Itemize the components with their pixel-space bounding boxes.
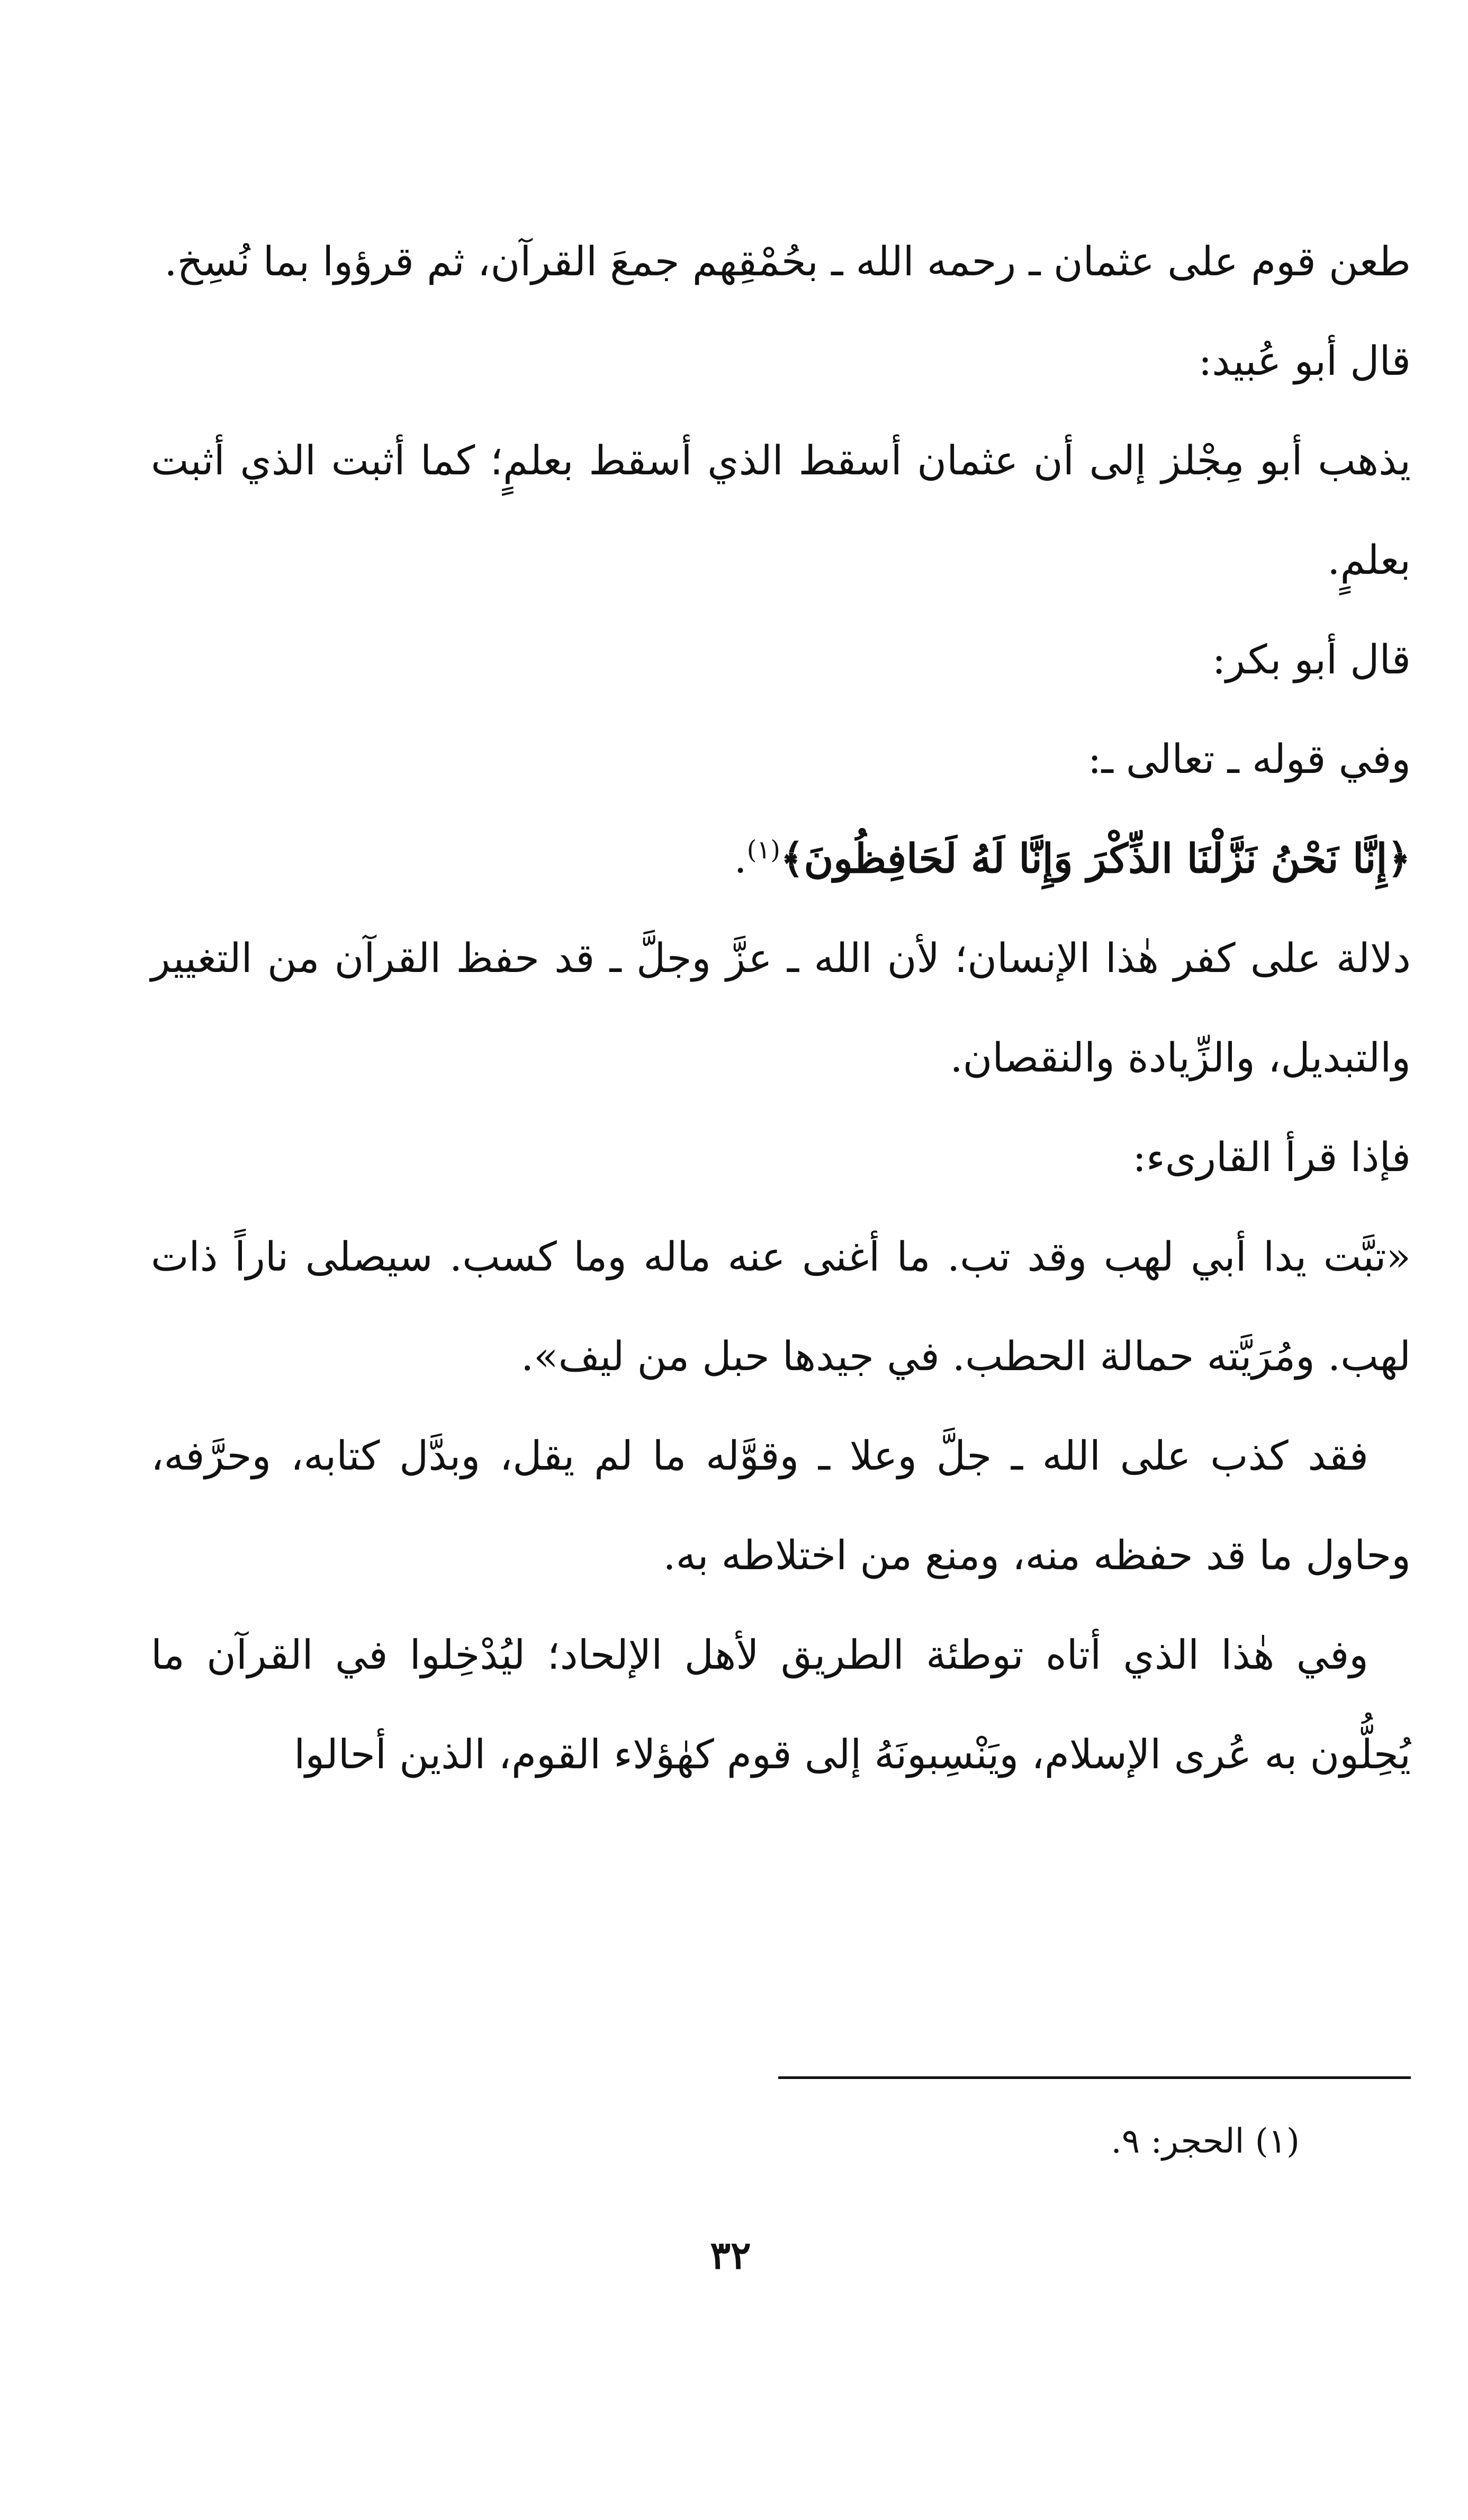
quran-verse-text: ﴿إِنَّا نَحْنُ نَزَّلْنَا الذِّكْرَ وَإِنَّا لَهُ لَحَافِظُونَ﴾: [780, 835, 1411, 882]
paragraph-9-quote: «تبَّت يدا أبي لهب وقد تب. ما أغنى عنه ماله وما كسب. سيصلى ناراً ذات لهب. ومُرَيَّته حمالة الحطب. في جيدها حبل من ليف».: [151, 1233, 1411, 1380]
paragraph-4-heading: قال أبو بكر:: [1212, 636, 1411, 683]
paragraph-8: فإذا قرأ القارىء:: [1132, 1133, 1411, 1181]
paragraph-5: وفي قوله ـ تعالى ـ:: [1087, 735, 1411, 782]
footnote: (١) الحجر: ٩.: [1111, 2122, 1300, 2161]
footnote-reference: (١): [746, 835, 780, 865]
paragraph-10: فقد كذب على الله ـ جلَّ وعلا ـ وقوَّله ما لم يقل، وبدَّل كتابه، وحرَّفه، وحاول ما قد حفظه منه، ومنع من اختلاطه به.: [151, 1432, 1411, 1579]
page-number: ٣٢: [710, 2233, 751, 2278]
verse-punctuation: .: [734, 835, 747, 882]
paragraph-2-heading: قال أبو عُبيد:: [1198, 337, 1411, 384]
footnote-divider: [778, 2076, 1411, 2079]
main-text: [151, 212, 1411, 1804]
paragraph-11: وفي هٰذا الذي أتاه توطئة الطريق لأهل الإلحاد؛ ليُدْخِلوا في القرآن ما يُحِلُّون به عُرى الإسلام، ويَنْسِبونَهُ إلى قوم كهٰؤلاء القوم، الذين أحالوا: [151, 1631, 1411, 1778]
quran-verse: [151, 809, 1411, 908]
paragraph-3: يذهب أبو مِجْلز إلى أن عثمان أسقط الذي أسقط بعلمٍ؛ كما أثبت الذي أثبت بعلمٍ.: [151, 437, 1411, 583]
paragraph-7: دلالة على كفر هٰذا الإنسان؛ لأن الله ـ عزَّ وجلَّ ـ قد حفظ القرآن من التغيير والتبديل، والزِّيادة والنقصان.: [151, 934, 1411, 1081]
paragraph-1: طعن قوم على عثمان ـ رحمه الله ـ بحُمْقِهم جمعَ القرآن، ثم قرؤوا بما نُسِخ.: [164, 238, 1411, 285]
